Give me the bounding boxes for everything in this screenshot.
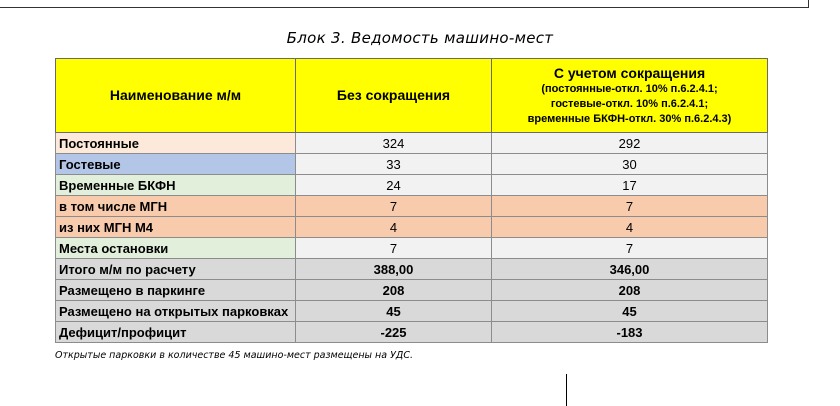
value-with-reduction: 30 <box>492 154 768 175</box>
row-label: Размещено в паркинге <box>56 280 296 301</box>
table-header-row <box>56 59 768 133</box>
header-reduction-note-2: гостевые-откл. 10% п.6.2.4.1; <box>550 97 709 110</box>
value-with-reduction: 292 <box>492 133 768 154</box>
header-name-column: Наименование м/м <box>56 59 296 133</box>
value-without-reduction: 24 <box>296 175 492 196</box>
table-row <box>56 280 768 301</box>
value-with-reduction: 45 <box>492 301 768 322</box>
table-row <box>56 301 768 322</box>
header-with-reduction <box>492 59 768 133</box>
footnote: Открытые парковки в количестве 45 машино-мест размещены на УДС. <box>55 350 413 361</box>
table-row <box>56 217 768 238</box>
page-frame-top <box>0 0 809 8</box>
row-label: Постоянные <box>56 133 296 154</box>
row-label: из них МГН М4 <box>56 217 296 238</box>
row-label: Гостевые <box>56 154 296 175</box>
page-title: Блок 3. Ведомость машино-мест <box>286 29 554 47</box>
table-row <box>56 154 768 175</box>
value-with-reduction: 346,00 <box>492 259 768 280</box>
value-with-reduction: -183 <box>492 322 768 343</box>
value-without-reduction: 4 <box>296 217 492 238</box>
header-without-reduction: Без сокращения <box>296 59 492 133</box>
table-row <box>56 322 768 343</box>
value-without-reduction: 208 <box>296 280 492 301</box>
row-label: Дефицит/профицит <box>56 322 296 343</box>
row-label: Размещено на открытых парковках <box>56 301 296 322</box>
header-reduction-note-3: временные БКФН-откл. 30% п.6.2.4.3) <box>527 112 732 125</box>
table-row <box>56 133 768 154</box>
row-label: в том числе МГН <box>56 196 296 217</box>
value-without-reduction: 7 <box>296 196 492 217</box>
table-row <box>56 238 768 259</box>
table-row <box>56 196 768 217</box>
value-without-reduction: 324 <box>296 133 492 154</box>
header-with-reduction-title: С учетом сокращения <box>553 64 706 81</box>
value-without-reduction: 33 <box>296 154 492 175</box>
value-without-reduction: 7 <box>296 238 492 259</box>
value-without-reduction: 45 <box>296 301 492 322</box>
value-with-reduction: 208 <box>492 280 768 301</box>
value-with-reduction: 7 <box>492 196 768 217</box>
value-without-reduction: 388,00 <box>296 259 492 280</box>
value-with-reduction: 4 <box>492 217 768 238</box>
row-label: Места остановки <box>56 238 296 259</box>
row-label: Временные БКФН <box>56 175 296 196</box>
table-row <box>56 175 768 196</box>
value-with-reduction: 17 <box>492 175 768 196</box>
row-label: Итого м/м по расчету <box>56 259 296 280</box>
table-row <box>56 259 768 280</box>
value-without-reduction: -225 <box>296 322 492 343</box>
parking-table <box>55 58 768 343</box>
header-reduction-note-1: (постоянные-откл. 10% п.6.2.4.1; <box>541 82 718 95</box>
value-with-reduction: 7 <box>492 238 768 259</box>
text-cursor-line <box>566 374 567 406</box>
